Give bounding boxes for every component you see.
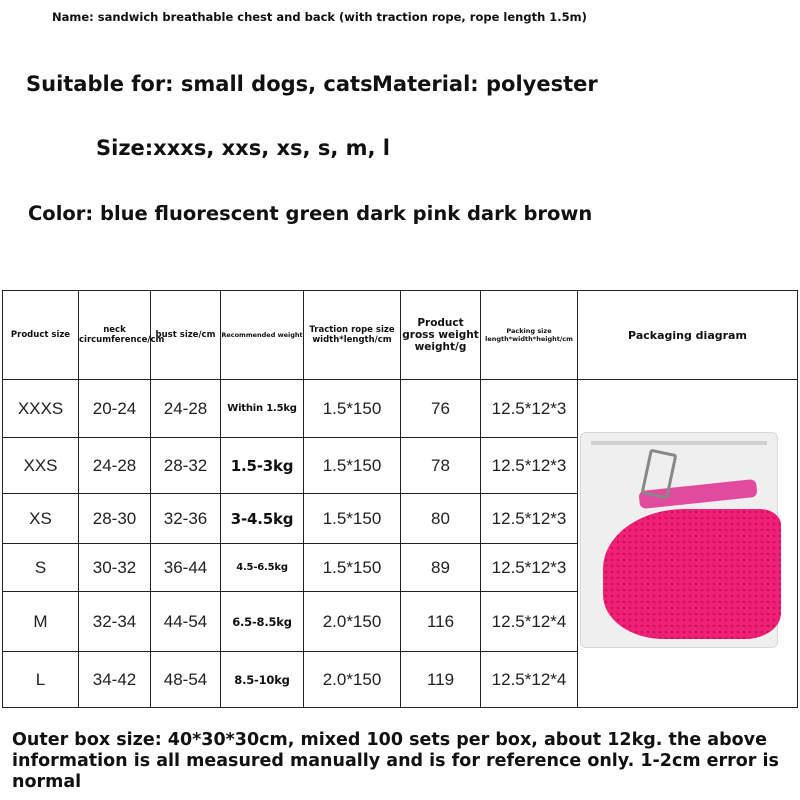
cell-gross: 80 — [401, 494, 481, 544]
header-bust: bust size/cm — [151, 291, 221, 380]
product-name: Name: sandwich breathable chest and back (with traction rope, rope length 1.5m) — [52, 10, 587, 24]
packaging-diagram — [578, 380, 798, 708]
cell-bust: 36-44 — [151, 544, 221, 592]
cell-rope: 2.0*150 — [304, 652, 401, 708]
cell-weight: 6.5-8.5kg — [221, 592, 304, 652]
cell-rope: 1.5*150 — [304, 438, 401, 494]
header-diagram: Packaging diagram — [578, 291, 798, 380]
header-packing: Packing size length*width*height/cm — [481, 291, 578, 380]
packaging-bag-image — [580, 432, 778, 648]
harness-image — [603, 509, 781, 639]
cell-bust: 48-54 — [151, 652, 221, 708]
spec-table — [2, 290, 798, 708]
cell-rope: 1.5*150 — [304, 380, 401, 438]
cell-size: XS — [3, 494, 79, 544]
cell-size: XXXS — [3, 380, 79, 438]
material: Material: polyester — [372, 72, 598, 96]
cell-packing: 12.5*12*3 — [481, 380, 578, 438]
cell-bust: 44-54 — [151, 592, 221, 652]
cell-size: L — [3, 652, 79, 708]
cell-packing: 12.5*12*3 — [481, 544, 578, 592]
table-header-row — [3, 291, 798, 380]
cell-neck: 34-42 — [79, 652, 151, 708]
cell-size: M — [3, 592, 79, 652]
cell-rope: 2.0*150 — [304, 592, 401, 652]
table-row — [3, 380, 798, 438]
cell-gross: 89 — [401, 544, 481, 592]
bag-seal — [591, 441, 767, 445]
cell-weight: 3-4.5kg — [221, 494, 304, 544]
cell-size: S — [3, 544, 79, 592]
cell-packing: 12.5*12*3 — [481, 438, 578, 494]
cell-size: XXS — [3, 438, 79, 494]
cell-packing: 12.5*12*4 — [481, 592, 578, 652]
cell-bust: 32-36 — [151, 494, 221, 544]
cell-rope: 1.5*150 — [304, 494, 401, 544]
cell-bust: 28-32 — [151, 438, 221, 494]
header-neck: neck circumference/cm — [79, 291, 151, 380]
size-list: Size:xxxs, xxs, xs, s, m, l — [96, 136, 390, 160]
cell-neck: 24-28 — [79, 438, 151, 494]
cell-neck: 20-24 — [79, 380, 151, 438]
header-gross: Product gross weight weight/g — [401, 291, 481, 380]
cell-gross: 119 — [401, 652, 481, 708]
color-list: Color: blue fluorescent green dark pink dark brown — [28, 202, 593, 225]
cell-weight: 4.5-6.5kg — [221, 544, 304, 592]
cell-rope: 1.5*150 — [304, 544, 401, 592]
header-product-size: Product size — [3, 291, 79, 380]
cell-weight: 1.5-3kg — [221, 438, 304, 494]
cell-gross: 78 — [401, 438, 481, 494]
outer-box-note: Outer box size: 40*30*30cm, mixed 100 sets per box, about 12kg. the above information is all measured manually and is for reference only. 1-2cm error is normal — [12, 730, 779, 792]
header-rope: Traction rope size width*length/cm — [304, 291, 401, 380]
cell-packing: 12.5*12*3 — [481, 494, 578, 544]
cell-gross: 116 — [401, 592, 481, 652]
cell-neck: 28-30 — [79, 494, 151, 544]
header-weight: Recommended weight — [221, 291, 304, 380]
cell-packing: 12.5*12*4 — [481, 652, 578, 708]
cell-bust: 24-28 — [151, 380, 221, 438]
cell-neck: 32-34 — [79, 592, 151, 652]
cell-weight: 8.5-10kg — [221, 652, 304, 708]
cell-weight: Within 1.5kg — [221, 380, 304, 438]
suitable-for: Suitable for: small dogs, cats — [26, 72, 373, 96]
cell-neck: 30-32 — [79, 544, 151, 592]
cell-gross: 76 — [401, 380, 481, 438]
